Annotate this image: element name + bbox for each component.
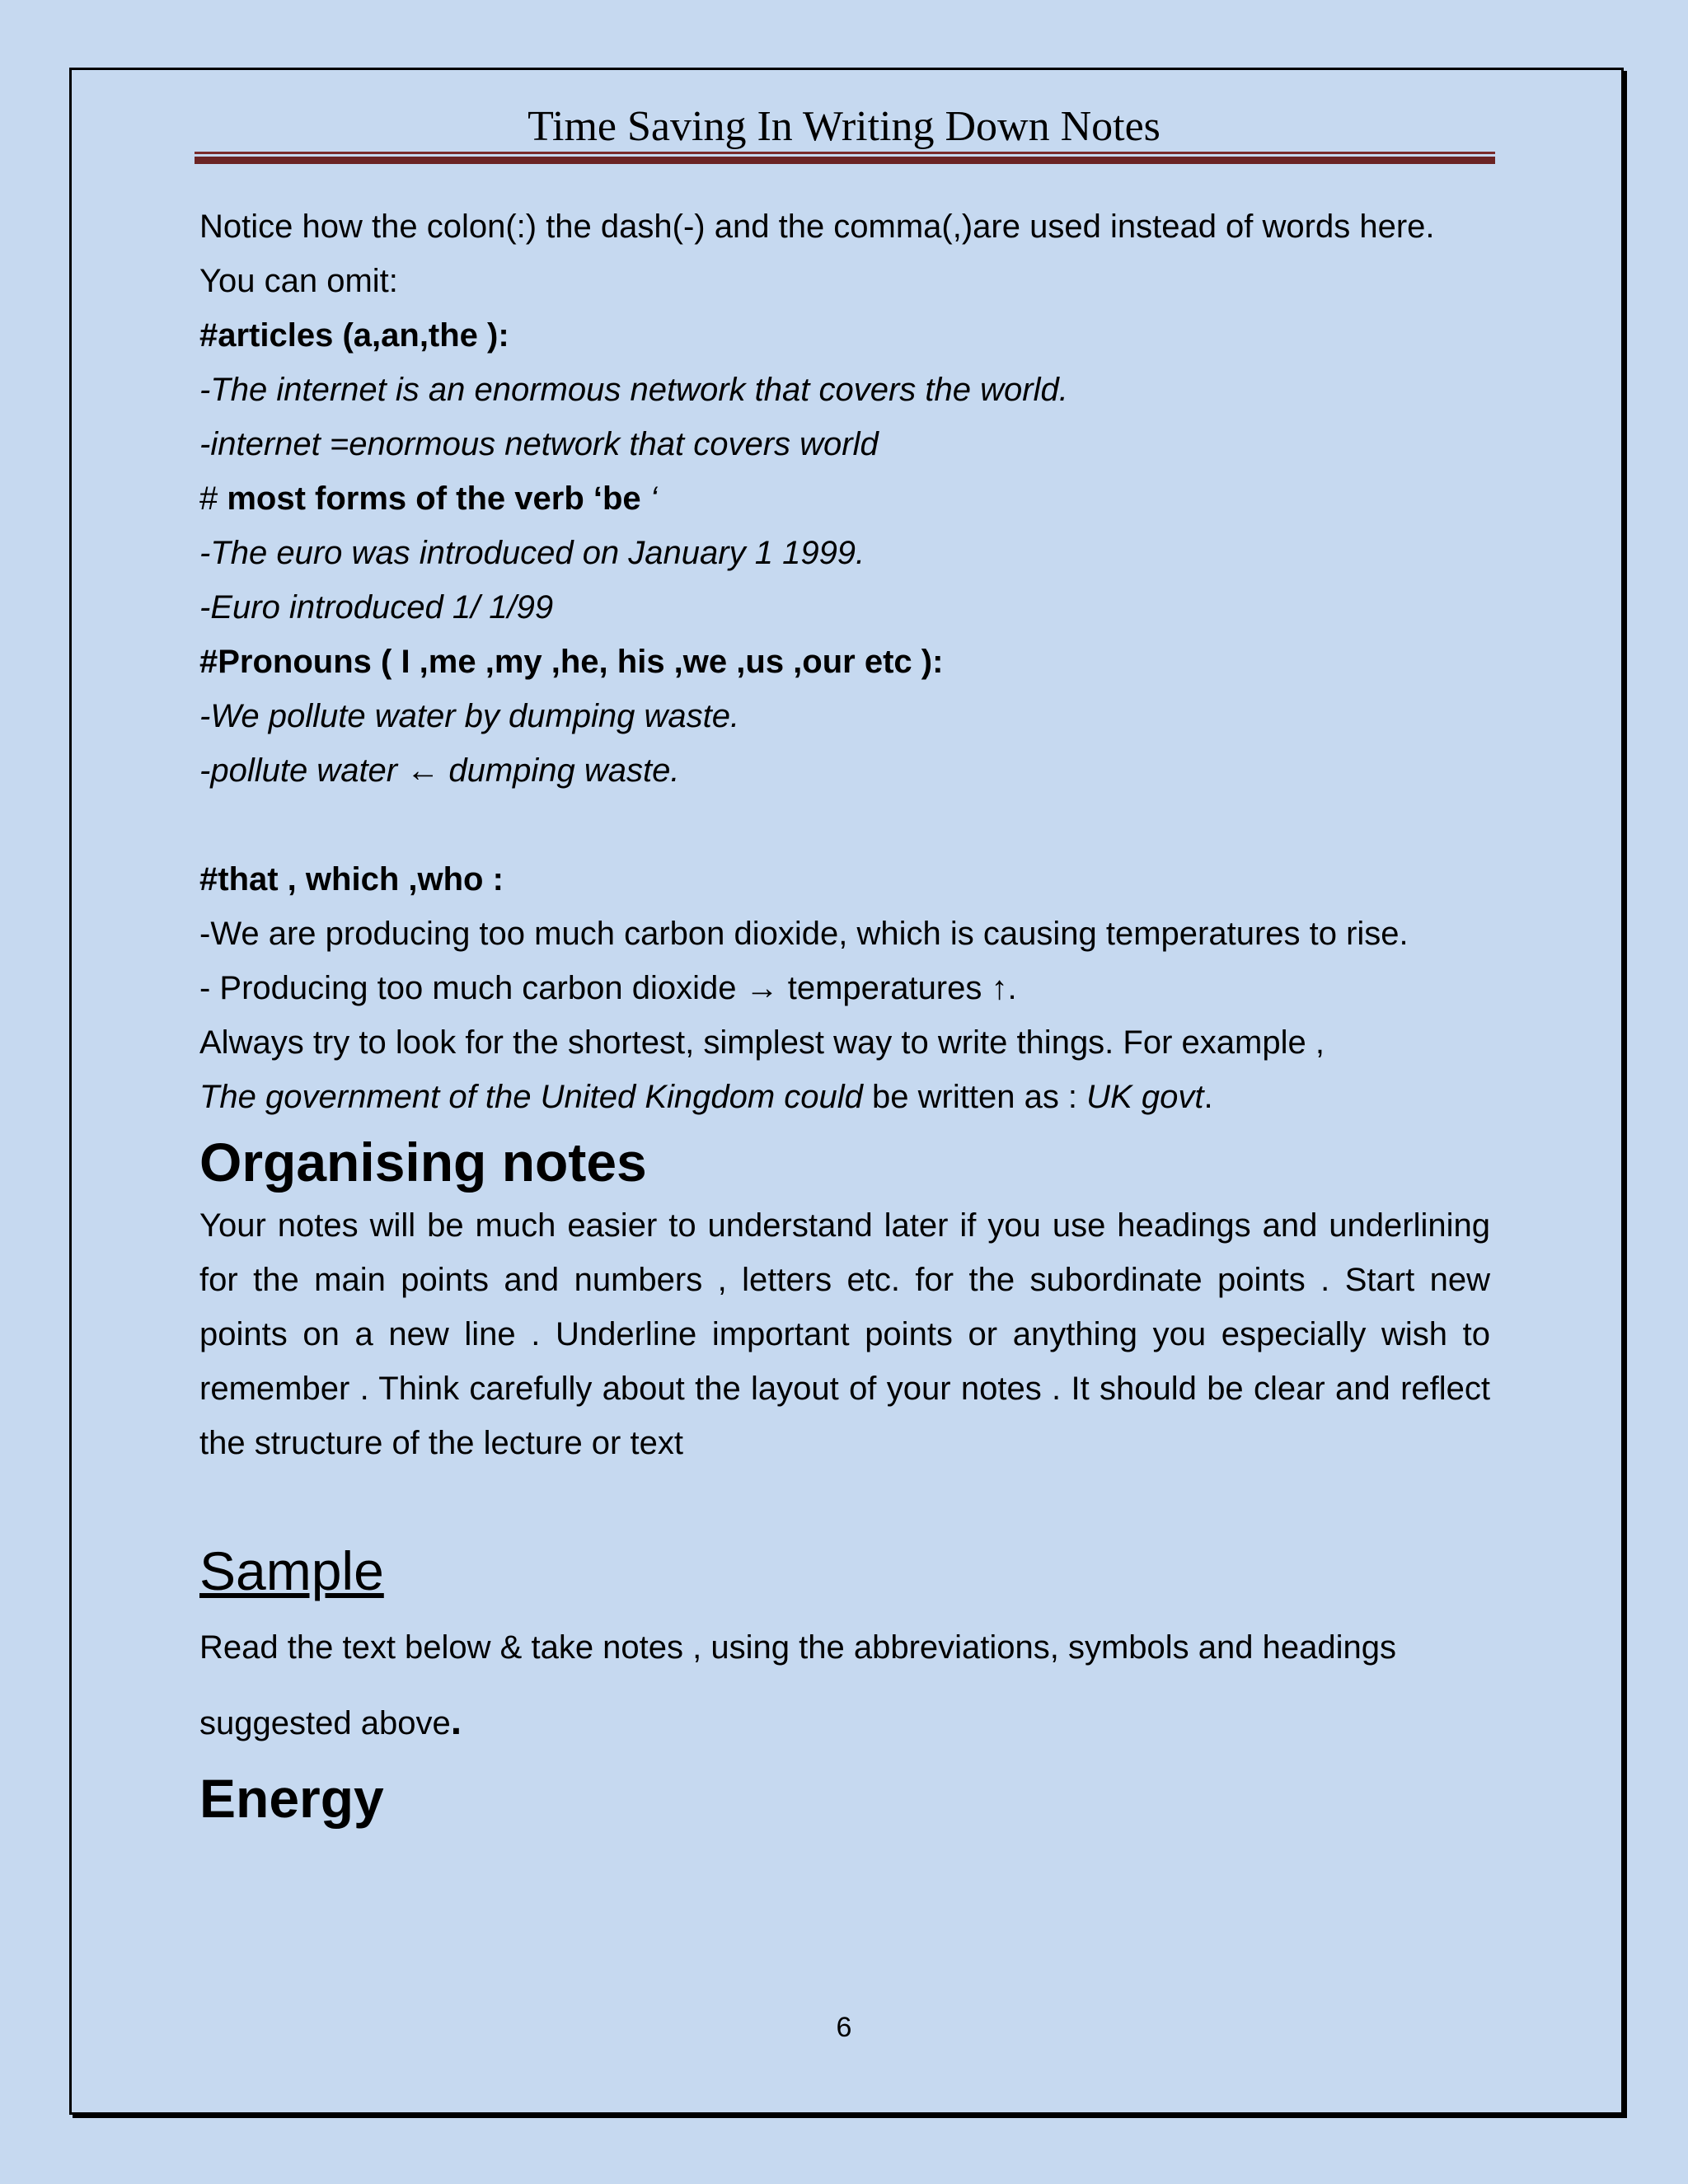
intro-paragraph: Notice how the colon(:) the dash(-) and the comma(,)are used instead of words here.	[199, 209, 1435, 245]
govt-example-full: The government of the United Kingdom could	[199, 1079, 863, 1115]
govt-example-period: .	[1203, 1079, 1213, 1115]
pronouns-example-full: -We pollute water by dumping waste.	[199, 698, 740, 734]
pronouns-example-short: -pollute water ← dumping waste.	[199, 752, 680, 789]
relative-example-full: -We are producing too much carbon dioxide, which is causing temperatures to rise.	[199, 916, 1409, 952]
govt-example-line	[199, 1070, 1490, 1124]
relative-pronouns-heading: #that , which ,who :	[199, 861, 504, 898]
govt-example-short: UK govt	[1086, 1079, 1204, 1115]
articles-example-full: -The internet is an enormous network that covers the world.	[199, 372, 1068, 408]
header-rule-thin	[195, 152, 1495, 154]
verb-be-example-full: -The euro was introduced on January 1 1999.	[199, 535, 865, 571]
organising-notes-heading: Organising notes	[199, 1132, 647, 1193]
page-header-title: Time Saving In Writing Down Notes	[528, 103, 1160, 150]
verb-be-hash: #	[199, 480, 227, 517]
sample-instruction-text: suggested above	[199, 1705, 451, 1741]
sample-instruction-line2	[199, 1685, 1490, 1760]
articles-heading: #articles (a,an,the ):	[199, 317, 509, 354]
energy-heading: Energy	[199, 1768, 384, 1829]
verb-be-heading-text: most forms of the verb ‘be	[227, 480, 650, 517]
verb-be-heading-quote: ‘	[649, 480, 658, 517]
shortest-way-line: Always try to look for the shortest, simplest way to write things. For example ,	[199, 1024, 1325, 1061]
verb-be-heading	[199, 471, 1490, 526]
page-number: 6	[836, 2012, 852, 2043]
spacer	[199, 798, 1490, 852]
organising-notes-paragraph: Your notes will be much easier to understand later if you use headings and underlining for the main points and numbers , letters etc. for the subordinate points . Start new points on a new line . Underline important points or anything you especially wish to remember . Think carefully about the layout of your notes . It should be clear and reflect the structure of the lecture or text	[199, 1207, 1490, 1461]
verb-be-example-short: -Euro introduced 1/ 1/99	[199, 589, 554, 626]
sample-instruction-line1: Read the text below & take notes , using the abbreviations, symbols and headings	[199, 1629, 1397, 1666]
sample-heading: Sample	[199, 1540, 384, 1601]
articles-example-short: -internet =enormous network that covers world	[199, 426, 879, 462]
spacer	[199, 1470, 1490, 1525]
sample-instruction-period: .	[450, 1699, 462, 1743]
relative-example-short: - Producing too much carbon dioxide → temperatures ↑.	[199, 970, 1017, 1006]
omit-intro: You can omit:	[199, 263, 398, 299]
pronouns-heading: #Pronouns ( I ,me ,my ,he, his ,we ,us ,our etc ):	[199, 644, 944, 680]
govt-example-connector: be written as :	[862, 1079, 1087, 1115]
header-rule-thick	[195, 157, 1495, 164]
page-content	[199, 199, 1490, 1835]
